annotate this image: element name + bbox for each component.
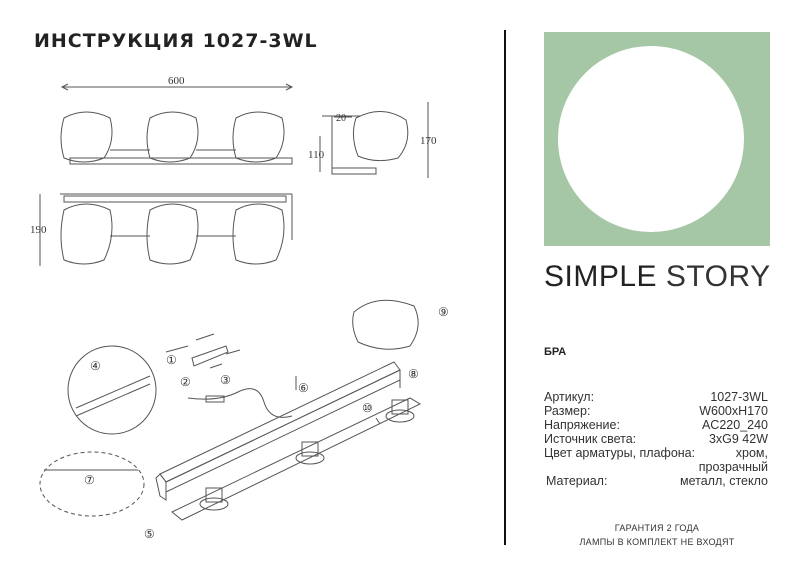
dim-depth: 20 bbox=[336, 113, 346, 124]
dim-height: 170 bbox=[420, 135, 437, 147]
callout-2: ② bbox=[180, 375, 191, 389]
spec-value: металл, стекло bbox=[680, 474, 768, 488]
column-divider bbox=[504, 30, 506, 545]
page-title: ИНСТРУКЦИЯ 1027-3WL bbox=[34, 30, 318, 52]
spec-label: Размер: bbox=[544, 404, 591, 418]
lamps-note: ЛАМПЫ В КОМПЛЕКТ НЕ ВХОДЯТ bbox=[579, 537, 735, 547]
product-photo bbox=[544, 32, 770, 246]
warranty-note: ГАРАНТИЯ 2 ГОДА bbox=[614, 523, 700, 533]
glowing-globe bbox=[558, 46, 744, 232]
callout-3: ③ bbox=[220, 373, 231, 387]
spec-value: хром, bbox=[735, 446, 768, 460]
spec-value: AC220_240 bbox=[701, 418, 768, 432]
callout-1: ① bbox=[166, 353, 177, 367]
callout-7: ⑦ bbox=[84, 473, 95, 487]
spec-label: Источник света: bbox=[544, 432, 637, 446]
dim-projection: 190 bbox=[30, 224, 47, 236]
spec-value: прозрачный bbox=[698, 460, 768, 474]
brand-word-1: SIMPLE bbox=[544, 260, 658, 293]
callout-9: ⑨ bbox=[438, 305, 449, 319]
dim-width: 600 bbox=[168, 75, 185, 87]
callout-10: ⑩ bbox=[362, 401, 373, 415]
callout-6: ⑥ bbox=[298, 381, 309, 395]
spec-label: Напряжение: bbox=[544, 418, 620, 432]
spec-label: Материал: bbox=[546, 474, 608, 488]
brand-word-2: STORY bbox=[665, 260, 771, 293]
callout-8: ⑧ bbox=[408, 367, 419, 381]
spec-value: 3xG9 42W bbox=[708, 432, 768, 446]
spec-value: W600xH170 bbox=[699, 404, 768, 418]
spec-value: 1027-3WL bbox=[710, 390, 768, 404]
callout-5: ⑤ bbox=[144, 527, 155, 541]
spec-label: Артикул: bbox=[544, 390, 595, 404]
brand-logo bbox=[544, 260, 771, 294]
callout-4: ④ bbox=[90, 359, 101, 373]
dim-mount: 110 bbox=[308, 149, 325, 161]
spec-label: Цвет арматуры, плафона: bbox=[544, 446, 696, 460]
product-category: БРА bbox=[544, 346, 567, 358]
